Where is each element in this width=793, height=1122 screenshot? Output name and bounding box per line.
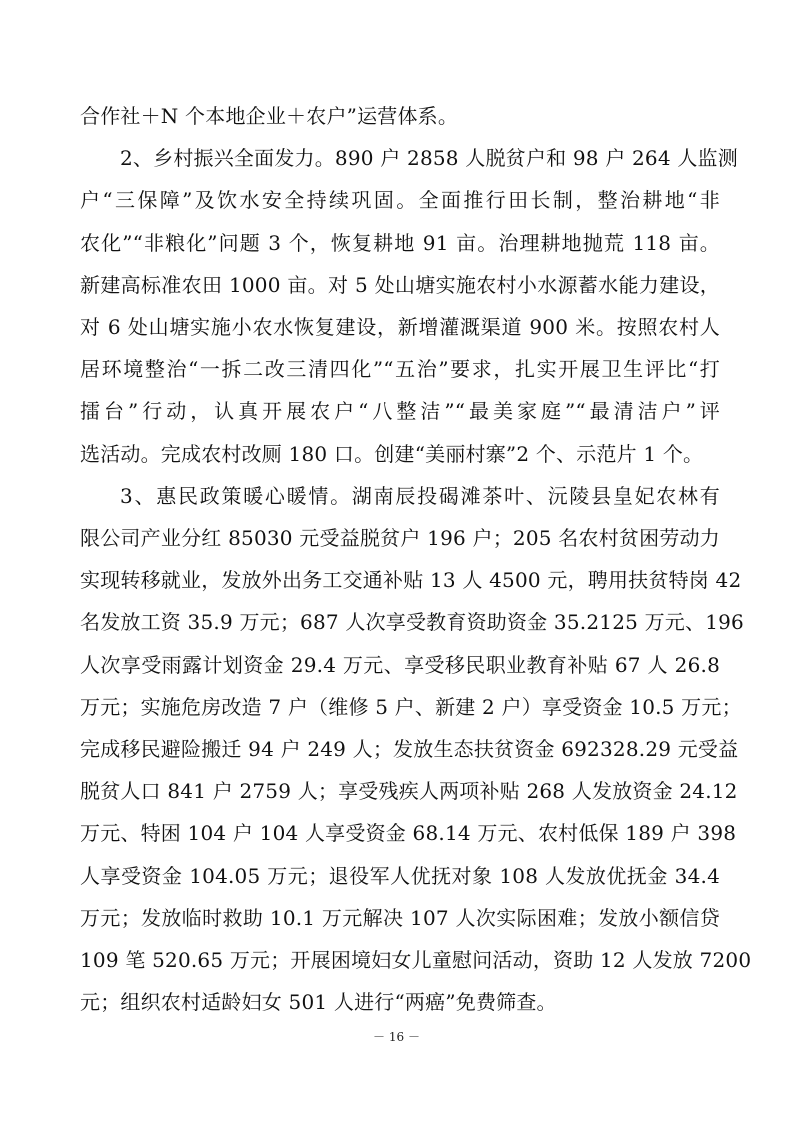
text-line: 元；组织农村适龄妇女 501 人进行“两癌”免费筛查。	[80, 990, 557, 1014]
text-line: 对 6 处山塘实施小农水恢复建设，新增灌溉渠道 900 米。按照农村人	[80, 315, 720, 339]
text-line: 新建高标准农田 1000 亩。对 5 处山塘实施农村小水源蓄水能力建设，	[80, 273, 720, 297]
text-line: 109 笔 520.65 万元；开展困境妇女儿童慰问活动，资助 12 人发放 7200	[80, 948, 752, 972]
text-line: 万元；发放临时救助 10.1 万元解决 107 人次实际困难；发放小额信贷	[80, 906, 720, 930]
text-line: 万元；实施危房改造 7 户（维修 5 户、新建 2 户）享受资金 10.5 万元；	[80, 695, 742, 719]
text-line: 脱贫人口 841 户 2759 人；享受残疾人两项补贴 268 人发放资金 24.12	[80, 779, 738, 803]
text-line: 居环境整治“一拆二改三清四化”“五治”要求，扎实开展卫生评比“打	[80, 357, 720, 381]
text-line: 人享受资金 104.05 万元；退役军人优抚对象 108 人发放优抚金 34.4	[80, 864, 720, 888]
text-line: 万元、特困 104 户 104 人享受资金 68.14 万元、农村低保 189 户 398	[80, 821, 737, 845]
text-line: 户“三保障”及饮水安全持续巩固。全面推行田长制，整治耕地“非	[80, 188, 720, 212]
paragraph-heading-line: 3、惠民政策暖心暖情。湖南辰投碣滩茶叶、沅陵县皇妃农林有	[120, 484, 720, 508]
paragraph-heading-line: 2、乡村振兴全面发力。890 户 2858 人脱贫户和 98 户 264 人监测	[120, 146, 738, 170]
text-line: 选活动。完成农村改厕 180 口。创建“美丽村寨”2 个、示范片 1 个。	[80, 442, 704, 466]
text-line: 完成移民避险搬迁 94 户 249 人；发放生态扶贫资金 692328.29 元受益	[80, 737, 739, 761]
text-line: 名发放工资 35.9 万元；687 人次享受教育资助资金 35.2125 万元、196	[80, 610, 744, 634]
text-line: 农化”“非粮化”问题 3 个，恢复耕地 91 亩。治理耕地抛荒 118 亩。	[80, 231, 720, 255]
text-line: 实现转移就业，发放外出务工交通补贴 13 人 4500 元，聘用扶贫特岗 42	[80, 568, 742, 592]
text-line: 擂台”行动，认真开展农户“八整洁”“最美家庭”“最清洁户”评	[80, 399, 720, 423]
text-line: 合作社＋N 个本地企业＋农户”运营体系。	[80, 104, 459, 128]
page-number: － 16 －	[373, 1030, 420, 1044]
text-line: 限公司产业分红 85030 元受益脱贫户 196 户；205 名农村贫困劳动力	[80, 526, 720, 550]
text-line: 人次享受雨露计划资金 29.4 万元、享受移民职业教育补贴 67 人 26.8	[80, 653, 720, 677]
